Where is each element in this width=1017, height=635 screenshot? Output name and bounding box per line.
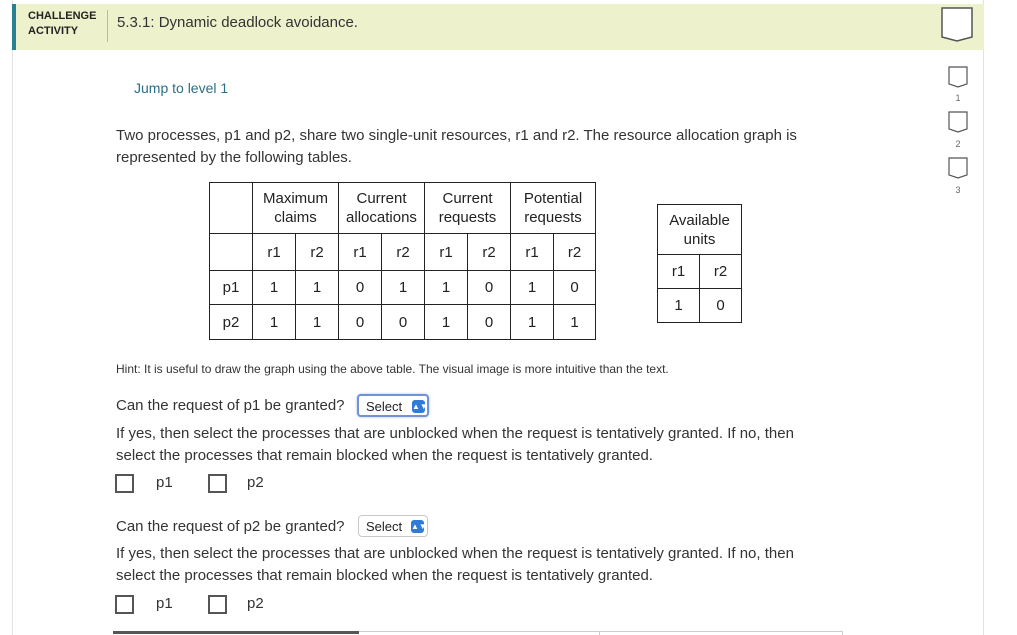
q2-p1-checkbox[interactable] — [115, 595, 134, 614]
table-row — [210, 271, 596, 305]
table-cell: 0 — [339, 305, 382, 340]
table-cell: 1 — [425, 271, 468, 305]
resource-header: r2 — [296, 234, 339, 271]
select-arrows-icon: ▲▼ — [411, 522, 427, 531]
table-cell: 0 — [339, 271, 382, 305]
level-3-number: 3 — [955, 185, 961, 195]
q1-p2-label: p2 — [247, 474, 264, 491]
corner-cell — [210, 234, 253, 271]
active-tab-indicator[interactable] — [113, 631, 359, 634]
instructions-p2: If yes, then select the processes that are unblocked when the request is tentatively granted. If no, then select the processes that remain blocked when the request is tentatively granted. — [116, 545, 794, 584]
q1-p1-checkbox[interactable] — [115, 474, 134, 493]
level-1-badge-icon[interactable] — [948, 66, 968, 88]
resource-header: r1 — [658, 255, 700, 289]
header-potential-requests: Potential requests — [511, 183, 596, 234]
table-cell: 1 — [511, 305, 554, 340]
hint-text: Hint: It is useful to draw the graph using the above table. The visual image is more intuitive than the text. — [116, 362, 669, 376]
available-units-header: Available units — [658, 205, 742, 255]
q2-p2-checkbox[interactable] — [208, 595, 227, 614]
p2-grant-select[interactable]: Select ▲▼ — [358, 515, 428, 537]
resource-header: r2 — [382, 234, 425, 271]
level-2-number: 2 — [955, 139, 961, 149]
resource-header: r1 — [511, 234, 554, 271]
activity-type-label: CHALLENGE ACTIVITY — [28, 10, 97, 37]
q1-p2-checkbox[interactable] — [208, 474, 227, 493]
available-units-table — [657, 204, 742, 323]
question-p2: Can the request of p2 be granted? — [116, 518, 345, 535]
q1-p1-label: p1 — [156, 474, 173, 491]
instructions-p1: If yes, then select the processes that are unblocked when the request is tentatively granted. If no, then select the processes that remain blocked when the request is tentatively granted. — [116, 425, 794, 464]
table-cell: 1 — [425, 305, 468, 340]
table-cell: 0 — [468, 305, 511, 340]
table-cell: 0 — [468, 271, 511, 305]
activity-title: 5.3.1: Dynamic deadlock avoidance. — [117, 14, 358, 31]
resource-header: r2 — [468, 234, 511, 271]
table-cell: 1 — [511, 271, 554, 305]
table-cell: 1 — [296, 305, 339, 340]
completion-badge-icon — [941, 7, 973, 42]
problem-statement: Two processes, p1 and p2, share two single-unit resources, r1 and r2. The resource allocation graph is represented by the following tables. — [116, 127, 797, 166]
activity-header — [12, 4, 984, 50]
resource-header: r1 — [425, 234, 468, 271]
resource-header: r1 — [253, 234, 296, 271]
p1-grant-select[interactable]: Select ▲▼ — [357, 394, 429, 417]
table-cell: 0 — [700, 289, 742, 323]
table-cell: 1 — [296, 271, 339, 305]
table-cell: 1 — [253, 271, 296, 305]
level-3-badge-icon[interactable] — [948, 157, 968, 179]
question-p1: Can the request of p1 be granted? — [116, 397, 345, 414]
table-cell: 1 — [554, 305, 596, 340]
resource-header: r2 — [700, 255, 742, 289]
select-arrows-icon: ▲▼ — [412, 402, 428, 411]
level-1-number: 1 — [955, 93, 961, 103]
table-cell: 1 — [382, 271, 425, 305]
q2-p1-label: p1 — [156, 595, 173, 612]
jump-to-level-link[interactable]: Jump to level 1 — [134, 80, 229, 96]
table-row — [210, 305, 596, 340]
table-cell: 1 — [253, 305, 296, 340]
corner-cell — [210, 183, 253, 234]
process-label: p1 — [210, 271, 253, 305]
table-cell: 0 — [554, 271, 596, 305]
resource-header: r2 — [554, 234, 596, 271]
level-2-badge-icon[interactable] — [948, 111, 968, 133]
q2-p2-label: p2 — [247, 595, 264, 612]
table-cell: 0 — [382, 305, 425, 340]
header-separator — [107, 10, 108, 42]
resource-allocation-table — [209, 182, 596, 340]
header-maximum-claims: Maximum claims — [253, 183, 339, 234]
header-current-allocations: Current allocations — [339, 183, 425, 234]
process-label: p2 — [210, 305, 253, 340]
table-cell: 1 — [658, 289, 700, 323]
header-current-requests: Current requests — [425, 183, 511, 234]
table-row — [658, 289, 742, 323]
resource-header: r1 — [339, 234, 382, 271]
